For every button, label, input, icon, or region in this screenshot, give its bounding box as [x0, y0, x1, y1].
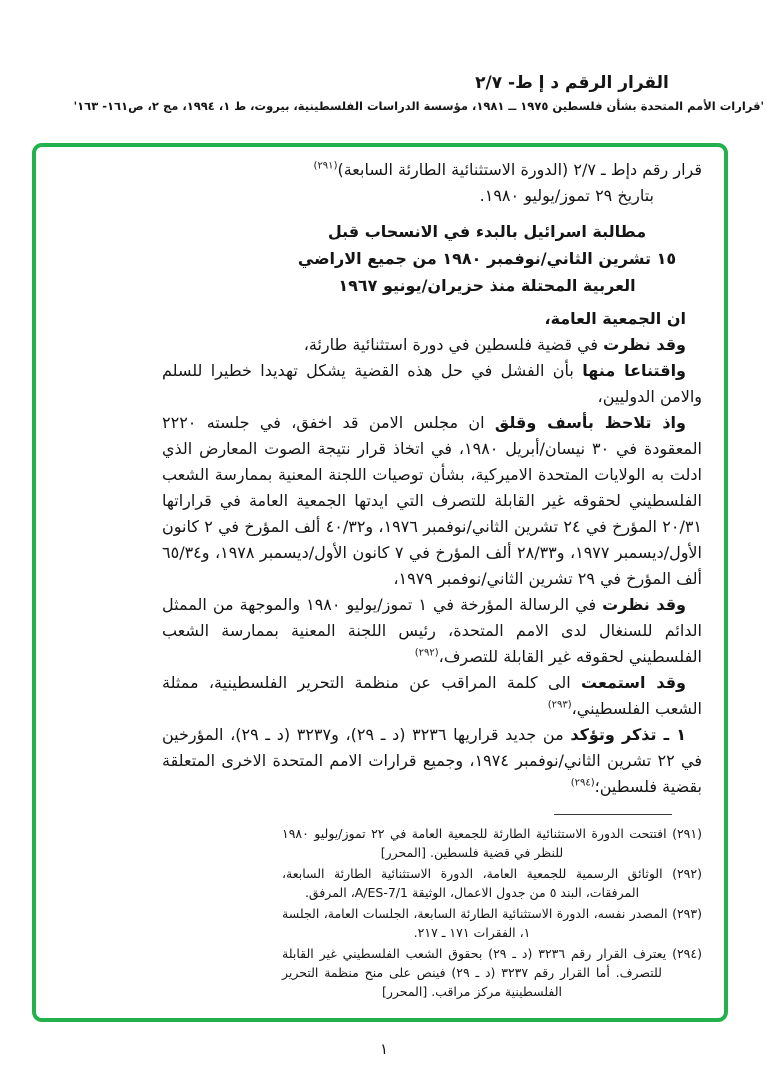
footnote-ref-292: (٢٩٢) [414, 647, 439, 659]
body-paragraph-6 [162, 670, 702, 722]
paragraph-lead: ان الجمعية العامة، [544, 309, 686, 328]
paragraph-lead: واقتناعا منها [582, 361, 686, 380]
paragraph-lead: وقد نظرت [603, 335, 686, 354]
resolution-title-line-1: مطالبة اسرائيل بالبدء في الانسحاب قبل [327, 222, 647, 241]
footnote-number: (٢٩٤) [672, 946, 703, 961]
paragraph-text: في الرسالة المؤرخة في ١ تموز/يوليو ١٩٨٠ والموجهة من الممثل الدائم للسنغال لدى الامم المتحدة، رئيس اللجنة المعنية بممارسة الشعب الفلسطيني لحقوقه غير القابلة للتصرف، [162, 595, 702, 666]
paragraph-text: الى كلمة المراقب عن منظمة التحرير الفلسطينية، ممثلة الشعب الفلسطيني، [162, 673, 702, 718]
footnote-ref-291: (٢٩١) [313, 160, 338, 172]
footnote-ref-293: (٢٩٣) [547, 699, 572, 711]
paragraph-text: من جديد قراريها ٣٢٣٦ (د ـ ٢٩)، و٣٢٣٧ (د ـ ٢٩)، المؤرخين في ٢٢ تشرين الثاني/نوفمبر ١٩٧٤، وجميع قرارات الامم المتحدة الاخرى المتعلقة بقضية فلسطين؛ [162, 725, 702, 796]
paragraph-text: بأن الفشل في حل هذه القضية يشكل تهديدا خطيرا للسلم والامن الدوليين، [162, 361, 702, 406]
body-paragraph-7 [162, 722, 702, 800]
footnote-number: (٢٩٣) [672, 906, 702, 921]
resolution-title-line-3: العربية المحتلة منذ حزيران/يونيو ١٩٦٧ [338, 276, 636, 295]
body-paragraph-5 [162, 592, 702, 670]
body-paragraph-3 [162, 358, 702, 410]
paragraph-lead: وقد نظرت [602, 595, 687, 614]
page-number: ١ [379, 1040, 389, 1058]
footnote-ref-294: (٢٩٤) [570, 777, 595, 789]
footnote-separator [554, 814, 672, 815]
resolution-heading-text: قرار رقم دإط ـ ٢/٧ (الدورة الاستثنائية الطارئة السابعة) [337, 160, 702, 179]
footnote-text: يعترف القرار رقم ٣٢٣٦ (د ـ ٢٩) بحقوق الشعب الفلسطيني غير القابلة للتصرف. أما القرار رقم ٣٢٣٧ (د ـ ٢٩) فينص على منح منظمة التحرير الفلسطينية مركز مراقب. [المحرر] [282, 946, 673, 999]
footnote-number: (٢٩٢) [672, 866, 702, 881]
resolution-frame [32, 143, 728, 1022]
resolution-title-block [162, 218, 702, 299]
paragraph-text: في قضية فلسطين في دورة استثنائية طارئة، [303, 335, 604, 354]
body-paragraph-4 [162, 410, 702, 592]
header-source-citation: 'قرارات الأمم المتحدة بشأن فلسطين ١٩٧٥ ــ ١٩٨١، مؤسسة الدراسات الفلسطينية، بيروت، ط ١، ١٩٩٤، مج ٢، ص١٦١- ١٦٣' [73, 99, 764, 113]
footnote-292 [282, 864, 702, 902]
footnote-291 [282, 824, 702, 862]
footnote-text: الوثائق الرسمية للجمعية العامة، الدورة الاستثنائية الطارئة السابعة، المرفقات، البند ٥ من جدول الاعمال، الوثيقة A/ES-7/1، المرفق. [282, 866, 673, 900]
paragraph-lead: وقد استمعت [581, 673, 687, 692]
footnote-text: افتتحت الدورة الاستثنائية الطارئة للجمعية العامة في ٢٢ تموز/يوليو ١٩٨٠ للنظر في قضية فلسطين. [المحرر] [282, 826, 673, 860]
body-paragraph-2 [162, 332, 702, 358]
resolution-title-line-2: ١٥ تشرين الثاني/نوفمبر ١٩٨٠ من جميع الاراضي [297, 249, 677, 268]
paragraph-text: ان مجلس الامن قد اخفق، في جلسته ٢٢٢٠ المعقودة في ٣٠ نيسان/أبريل ١٩٨٠، في اتخاذ قرار نتيجة الصوت المعارض الذي ادلت به الولايات المتحدة الاميركية، بشأن توصيات اللجنة المعنية بممارسة الشعب الفلسطيني لحقوقه غير القابلة للتصرف التي ايدتها الجمعية العامة في قراراتها ٢٠/٣١ المؤرخ في ٢٤ تشرين الثاني/نوفمبر ١٩٧٦، و٤٠/٣٢ ألف المؤرخ في ٢ كانون الأول/ديسمبر ١٩٧٧، و٢٨/٣٣ ألف المؤرخ في ٧ كانون الأول/ديسمبر ١٩٧٨، و٦٥/٣٤ ألف المؤرخ في ٢٩ تشرين الثاني/نوفمبر ١٩٧٩، [162, 413, 703, 588]
paragraph-lead: ١ ـ تذكر وتؤكد [570, 725, 687, 744]
footnote-number: (٢٩١) [672, 826, 702, 841]
resolution-heading-line [162, 157, 702, 183]
footnote-294 [282, 944, 702, 1001]
footnote-text: المصدر نفسه، الدورة الاستثنائية الطارئة السابعة، الجلسات العامة، الجلسة ١، الفقرات ١٧١ ـ ٢١٧. [282, 906, 673, 940]
footnote-293 [282, 904, 702, 942]
body-paragraph-1 [162, 306, 702, 332]
resolution-date-line: بتاريخ ٢٩ تموز/يوليو ١٩٨٠. [479, 186, 654, 205]
paragraph-lead: واذ تلاحظ بأسف وقلق [494, 413, 686, 432]
resolution-content [162, 147, 702, 1001]
footnotes-section [282, 814, 702, 1001]
header-resolution-number: القرار الرقم د إ ط- ٢/٧ [475, 73, 669, 93]
